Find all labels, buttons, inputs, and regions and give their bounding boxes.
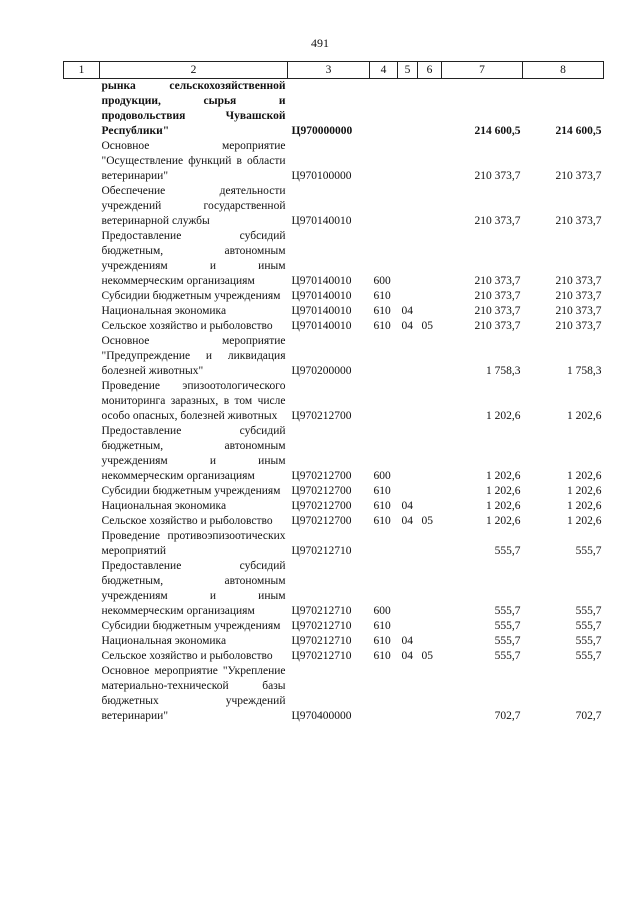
row-subsection — [418, 139, 442, 184]
row-item-name: Проведение эпизоотологического мониторинга заразных, в том числе особо опасных, болезней животных — [101, 380, 286, 422]
table-body — [64, 79, 604, 725]
row-col-1 — [64, 379, 100, 424]
row-subsection — [418, 334, 442, 379]
row-target-code: Ц970000000 — [291, 125, 353, 137]
row-col-1 — [64, 514, 100, 529]
row-col-1 — [64, 139, 100, 184]
row-amount-col7: 555,7 — [494, 545, 521, 557]
row-subsection — [418, 529, 442, 559]
row-target-code: Ц970212710 — [291, 605, 352, 617]
table-row — [64, 379, 604, 424]
row-amount-col7: 555,7 — [494, 650, 521, 662]
row-amount-col8: 702,7 — [575, 710, 602, 722]
row-amount-col7: 214 600,5 — [474, 125, 521, 137]
row-amount-col7: 555,7 — [494, 620, 521, 632]
row-item-name: Основное мероприятие "Предупреждение и ликвидация болезней животных" — [101, 335, 286, 377]
row-amount-col8: 1 202,6 — [567, 410, 602, 422]
table-row — [64, 484, 604, 499]
row-amount-col7: 1 202,6 — [486, 470, 521, 482]
row-col-1 — [64, 499, 100, 514]
row-amount-col7: 702,7 — [494, 710, 521, 722]
table-row — [64, 424, 604, 484]
row-col-1 — [64, 319, 100, 334]
table-row — [64, 289, 604, 304]
row-amount-col8: 1 202,6 — [567, 485, 602, 497]
row-target-code: Ц970212700 — [291, 500, 352, 512]
row-col-1 — [64, 559, 100, 619]
row-section — [398, 184, 418, 229]
table-row — [64, 619, 604, 634]
row-section: 04 — [401, 320, 413, 332]
row-amount-col8: 214 600,5 — [555, 125, 602, 137]
row-subsection — [418, 379, 442, 424]
row-subsection — [418, 79, 442, 140]
row-section — [398, 79, 418, 140]
row-target-code: Ц970212700 — [291, 470, 352, 482]
row-col-1 — [64, 334, 100, 379]
row-expense-type: 600 — [373, 275, 391, 287]
row-amount-col7: 210 373,7 — [474, 320, 521, 332]
row-section — [398, 619, 418, 634]
row-amount-col8: 210 373,7 — [555, 305, 602, 317]
row-item-name: Предоставление субсидий бюджетным, автономным учреждениям и иным некоммерческим организациям — [101, 425, 286, 482]
row-expense-type: 610 — [373, 485, 391, 497]
row-expense-type: 610 — [373, 620, 391, 632]
table-row — [64, 139, 604, 184]
page-number: 491 — [311, 36, 329, 50]
row-amount-col8: 1 758,3 — [567, 365, 602, 377]
row-target-code: Ц970212710 — [291, 545, 352, 557]
row-item-name: Национальная экономика — [101, 305, 227, 317]
row-amount-col8: 555,7 — [575, 635, 602, 647]
budget-table — [63, 61, 604, 724]
row-amount-col7: 555,7 — [494, 605, 521, 617]
row-subsection — [418, 634, 442, 649]
row-item-name: Субсидии бюджетным учреждениям — [101, 620, 281, 632]
row-section — [398, 139, 418, 184]
row-subsection — [418, 289, 442, 304]
row-col-1 — [64, 619, 100, 634]
row-expense-type: 610 — [373, 500, 391, 512]
row-col-1 — [64, 289, 100, 304]
row-amount-col8: 555,7 — [575, 545, 602, 557]
row-section — [398, 559, 418, 619]
row-section: 04 — [401, 650, 413, 662]
row-target-code: Ц970140010 — [291, 215, 352, 227]
row-amount-col7: 210 373,7 — [474, 215, 521, 227]
row-amount-col8: 555,7 — [575, 650, 602, 662]
row-expense-type — [370, 79, 398, 140]
row-target-code: Ц970212710 — [291, 650, 352, 662]
row-expense-type — [370, 379, 398, 424]
row-expense-type: 610 — [373, 305, 391, 317]
row-expense-type: 610 — [373, 650, 391, 662]
row-expense-type — [370, 184, 398, 229]
row-subsection — [418, 499, 442, 514]
row-section — [398, 229, 418, 289]
row-col-1 — [64, 649, 100, 664]
row-col-1 — [64, 184, 100, 229]
row-item-name: Основное мероприятие "Укрепление материально-технической базы бюджетных учреждений ветеринарии" — [101, 665, 286, 722]
row-item-name: Национальная экономика — [101, 635, 227, 647]
header-col-5: 5 — [398, 62, 418, 79]
row-amount-col8: 210 373,7 — [555, 215, 602, 227]
row-subsection — [418, 664, 442, 724]
row-amount-col7: 1 202,6 — [486, 500, 521, 512]
row-section — [398, 424, 418, 484]
row-amount-col7: 1 202,6 — [486, 485, 521, 497]
table-row — [64, 649, 604, 664]
row-section — [398, 379, 418, 424]
row-expense-type: 610 — [373, 290, 391, 302]
row-item-name: Субсидии бюджетным учреждениям — [101, 290, 281, 302]
row-item-name: рынка сельскохозяйственной продукции, сырья и продовольствия Чувашской Республики" — [101, 80, 286, 137]
row-amount-col8: 210 373,7 — [555, 320, 602, 332]
row-amount-col8: 210 373,7 — [555, 170, 602, 182]
row-subsection — [418, 229, 442, 289]
row-section — [398, 664, 418, 724]
table-row — [64, 184, 604, 229]
row-section — [398, 289, 418, 304]
header-col-7: 7 — [442, 62, 523, 79]
row-subsection — [418, 424, 442, 484]
row-item-name: Проведение противоэпизоотических мероприятий — [101, 530, 286, 557]
row-expense-type: 600 — [373, 605, 391, 617]
row-amount-col8: 1 202,6 — [567, 515, 602, 527]
row-section: 04 — [401, 305, 413, 317]
row-target-code: Ц970140010 — [291, 305, 352, 317]
row-amount-col8: 210 373,7 — [555, 290, 602, 302]
row-expense-type: 610 — [373, 515, 391, 527]
row-amount-col8: 210 373,7 — [555, 275, 602, 287]
row-expense-type: 610 — [373, 320, 391, 332]
header-col-4: 4 — [370, 62, 398, 79]
table-header-row — [64, 62, 604, 79]
row-target-code: Ц970212700 — [291, 515, 352, 527]
row-target-code: Ц970212710 — [291, 635, 352, 647]
row-section: 04 — [401, 500, 413, 512]
row-col-1 — [64, 664, 100, 724]
row-subsection: 05 — [421, 320, 433, 332]
row-item-name: Основное мероприятие "Осуществление функций в области ветеринарии" — [101, 140, 286, 182]
row-item-name: Субсидии бюджетным учреждениям — [101, 485, 281, 497]
header-col-8: 8 — [523, 62, 604, 79]
row-subsection — [418, 559, 442, 619]
row-section: 04 — [401, 635, 413, 647]
row-subsection: 05 — [421, 515, 433, 527]
row-expense-type: 600 — [373, 470, 391, 482]
row-amount-col7: 210 373,7 — [474, 290, 521, 302]
row-col-1 — [64, 424, 100, 484]
row-amount-col7: 1 202,6 — [486, 410, 521, 422]
table-row — [64, 334, 604, 379]
table-row — [64, 529, 604, 559]
header-col-1: 1 — [64, 62, 100, 79]
row-section — [398, 484, 418, 499]
row-col-1 — [64, 229, 100, 289]
row-target-code: Ц970100000 — [291, 170, 352, 182]
row-subsection — [418, 484, 442, 499]
row-expense-type — [370, 664, 398, 724]
row-expense-type — [370, 139, 398, 184]
row-amount-col8: 1 202,6 — [567, 500, 602, 512]
row-col-1 — [64, 304, 100, 319]
row-target-code: Ц970140010 — [291, 290, 352, 302]
row-item-name: Сельское хозяйство и рыболовство — [101, 320, 273, 332]
row-expense-type — [370, 529, 398, 559]
table-row — [64, 79, 604, 140]
table-row — [64, 634, 604, 649]
row-target-code: Ц970212700 — [291, 410, 352, 422]
row-item-name: Обеспечение деятельности учреждений государственной ветеринарной службы — [101, 185, 286, 227]
row-item-name: Сельское хозяйство и рыболовство — [101, 515, 273, 527]
table-row — [64, 229, 604, 289]
row-col-1 — [64, 484, 100, 499]
row-amount-col7: 210 373,7 — [474, 275, 521, 287]
row-section — [398, 529, 418, 559]
row-col-1 — [64, 79, 100, 140]
row-item-name: Предоставление субсидий бюджетным, автономным учреждениям и иным некоммерческим организациям — [101, 230, 286, 287]
row-section — [398, 334, 418, 379]
row-item-name: Национальная экономика — [101, 500, 227, 512]
row-item-name: Предоставление субсидий бюджетным, автономным учреждениям и иным некоммерческим организациям — [101, 560, 286, 617]
row-target-code: Ц970400000 — [291, 710, 352, 722]
row-amount-col7: 555,7 — [494, 635, 521, 647]
table-row — [64, 319, 604, 334]
table-row — [64, 304, 604, 319]
row-subsection — [418, 619, 442, 634]
row-col-1 — [64, 634, 100, 649]
row-amount-col7: 1 758,3 — [486, 365, 521, 377]
row-col-1 — [64, 529, 100, 559]
row-target-code: Ц970140010 — [291, 275, 352, 287]
row-target-code: Ц970140010 — [291, 320, 352, 332]
row-subsection — [418, 304, 442, 319]
header-col-2: 2 — [100, 62, 288, 79]
row-item-name: Сельское хозяйство и рыболовство — [101, 650, 273, 662]
row-expense-type — [370, 334, 398, 379]
row-target-code: Ц970212700 — [291, 485, 352, 497]
row-amount-col8: 555,7 — [575, 620, 602, 632]
row-target-code: Ц970212710 — [291, 620, 352, 632]
row-amount-col7: 210 373,7 — [474, 305, 521, 317]
row-section: 04 — [401, 515, 413, 527]
row-subsection: 05 — [421, 650, 433, 662]
row-amount-col7: 210 373,7 — [474, 170, 521, 182]
row-subsection — [418, 184, 442, 229]
header-col-3: 3 — [288, 62, 370, 79]
table-row — [64, 559, 604, 619]
row-amount-col7: 1 202,6 — [486, 515, 521, 527]
table-row — [64, 514, 604, 529]
table-row — [64, 664, 604, 724]
row-amount-col8: 555,7 — [575, 605, 602, 617]
table-row — [64, 499, 604, 514]
row-expense-type: 610 — [373, 635, 391, 647]
row-amount-col8: 1 202,6 — [567, 470, 602, 482]
header-col-6: 6 — [418, 62, 442, 79]
row-target-code: Ц970200000 — [291, 365, 352, 377]
